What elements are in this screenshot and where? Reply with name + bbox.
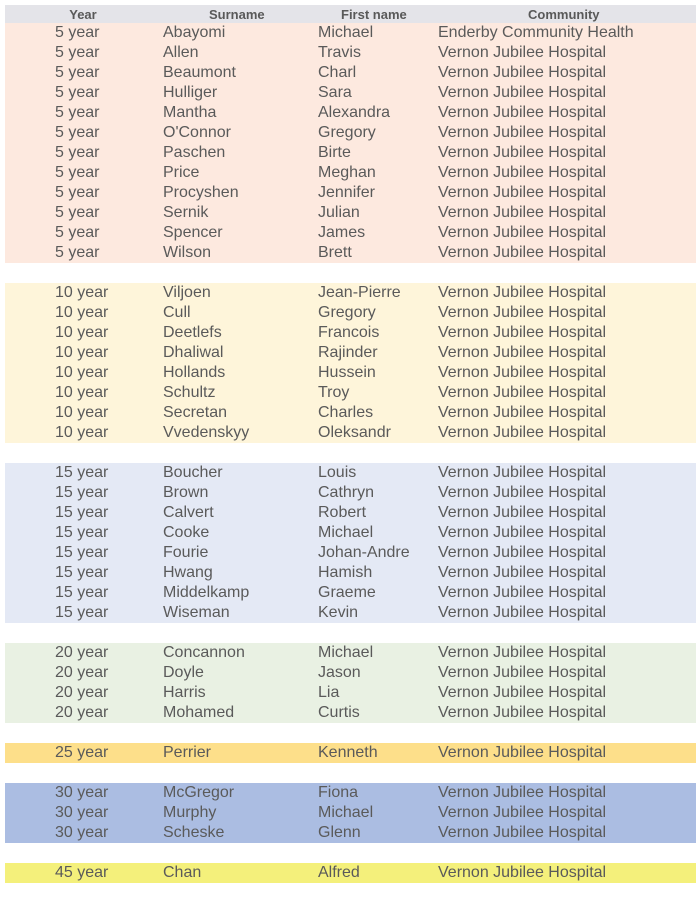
table-row bbox=[5, 243, 696, 263]
cell-community: Vernon Jubilee Hospital bbox=[438, 164, 607, 181]
table-row bbox=[5, 23, 696, 43]
cell-community: Vernon Jubilee Hospital bbox=[438, 184, 607, 201]
cell-first-name: Rajinder bbox=[318, 344, 378, 361]
table-row bbox=[5, 63, 696, 83]
cell-community: Vernon Jubilee Hospital bbox=[438, 344, 607, 361]
table-row bbox=[5, 823, 696, 843]
cell-surname: Spencer bbox=[163, 224, 223, 241]
cell-surname: Doyle bbox=[163, 664, 204, 681]
table-row bbox=[5, 83, 696, 103]
cell-year: 5 year bbox=[55, 104, 100, 121]
cell-community: Vernon Jubilee Hospital bbox=[438, 124, 607, 141]
cell-first-name: Curtis bbox=[318, 704, 360, 721]
award-group bbox=[5, 863, 696, 883]
cell-community: Vernon Jubilee Hospital bbox=[438, 324, 607, 341]
group-spacer bbox=[5, 263, 696, 283]
cell-year: 15 year bbox=[55, 544, 109, 561]
cell-year: 5 year bbox=[55, 24, 100, 41]
cell-community: Vernon Jubilee Hospital bbox=[438, 104, 607, 121]
cell-first-name: Travis bbox=[318, 44, 361, 61]
table-row bbox=[5, 403, 696, 423]
table-row bbox=[5, 343, 696, 363]
cell-year: 15 year bbox=[55, 504, 109, 521]
cell-first-name: Lia bbox=[318, 684, 340, 701]
cell-surname: Hwang bbox=[163, 564, 213, 581]
cell-community: Vernon Jubilee Hospital bbox=[438, 584, 607, 601]
table-row bbox=[5, 163, 696, 183]
cell-year: 10 year bbox=[55, 424, 109, 441]
cell-first-name: Francois bbox=[318, 324, 380, 341]
cell-first-name: Alexandra bbox=[318, 104, 391, 121]
cell-surname: Harris bbox=[163, 684, 206, 701]
cell-first-name: Oleksandr bbox=[318, 424, 391, 441]
cell-community: Vernon Jubilee Hospital bbox=[438, 404, 607, 421]
cell-first-name: Jennifer bbox=[318, 184, 375, 201]
table-row bbox=[5, 543, 696, 563]
cell-first-name: Hussein bbox=[318, 364, 376, 381]
cell-community: Vernon Jubilee Hospital bbox=[438, 524, 607, 541]
cell-first-name: Troy bbox=[318, 384, 350, 401]
group-spacer bbox=[5, 763, 696, 783]
cell-community: Vernon Jubilee Hospital bbox=[438, 664, 607, 681]
cell-community: Vernon Jubilee Hospital bbox=[438, 44, 607, 61]
cell-first-name: Graeme bbox=[318, 584, 376, 601]
cell-surname: Brown bbox=[163, 484, 209, 501]
cell-year: 15 year bbox=[55, 464, 109, 481]
cell-community: Vernon Jubilee Hospital bbox=[438, 864, 607, 881]
cell-surname: Mantha bbox=[163, 104, 217, 121]
cell-surname: Price bbox=[163, 164, 200, 181]
cell-first-name: Louis bbox=[318, 464, 357, 481]
cell-first-name: Gregory bbox=[318, 304, 376, 321]
cell-first-name: Michael bbox=[318, 644, 374, 661]
cell-year: 15 year bbox=[55, 604, 109, 621]
cell-surname: Paschen bbox=[163, 144, 226, 161]
table-body bbox=[5, 23, 696, 883]
cell-community: Vernon Jubilee Hospital bbox=[438, 144, 607, 161]
cell-year: 5 year bbox=[55, 204, 100, 221]
cell-year: 5 year bbox=[55, 144, 100, 161]
table-row bbox=[5, 563, 696, 583]
cell-year: 30 year bbox=[55, 824, 109, 841]
cell-surname: Calvert bbox=[163, 504, 214, 521]
cell-year: 20 year bbox=[55, 644, 109, 661]
cell-year: 5 year bbox=[55, 184, 100, 201]
cell-community: Vernon Jubilee Hospital bbox=[438, 424, 607, 441]
cell-year: 5 year bbox=[55, 64, 100, 81]
cell-surname: Schultz bbox=[163, 384, 216, 401]
table-row bbox=[5, 103, 696, 123]
cell-surname: McGregor bbox=[163, 784, 235, 801]
table-row bbox=[5, 503, 696, 523]
cell-surname: Viljoen bbox=[163, 284, 211, 301]
cell-first-name: Sara bbox=[318, 84, 352, 101]
table-row bbox=[5, 423, 696, 443]
cell-community: Vernon Jubilee Hospital bbox=[438, 564, 607, 581]
cell-community: Vernon Jubilee Hospital bbox=[438, 284, 607, 301]
cell-year: 20 year bbox=[55, 684, 109, 701]
table-row bbox=[5, 463, 696, 483]
cell-first-name: Birte bbox=[318, 144, 351, 161]
cell-surname: Boucher bbox=[163, 464, 223, 481]
cell-year: 10 year bbox=[55, 324, 109, 341]
table-row bbox=[5, 223, 696, 243]
table-row bbox=[5, 383, 696, 403]
table-header bbox=[5, 5, 696, 23]
cell-surname: Murphy bbox=[163, 804, 217, 821]
cell-community: Vernon Jubilee Hospital bbox=[438, 84, 607, 101]
cell-community: Vernon Jubilee Hospital bbox=[438, 204, 607, 221]
table-row bbox=[5, 783, 696, 803]
cell-year: 15 year bbox=[55, 564, 109, 581]
cell-first-name: Johan-Andre bbox=[318, 544, 410, 561]
cell-first-name: Meghan bbox=[318, 164, 376, 181]
cell-year: 5 year bbox=[55, 224, 100, 241]
cell-community: Vernon Jubilee Hospital bbox=[438, 684, 607, 701]
cell-first-name: Julian bbox=[318, 204, 360, 221]
group-spacer bbox=[5, 843, 696, 863]
table-row bbox=[5, 603, 696, 623]
cell-first-name: Kenneth bbox=[318, 744, 378, 761]
cell-first-name: Jason bbox=[318, 664, 361, 681]
cell-community: Vernon Jubilee Hospital bbox=[438, 504, 607, 521]
award-group bbox=[5, 643, 696, 723]
cell-community: Vernon Jubilee Hospital bbox=[438, 464, 607, 481]
cell-community: Vernon Jubilee Hospital bbox=[438, 304, 607, 321]
cell-first-name: Jean-Pierre bbox=[318, 284, 401, 301]
group-spacer bbox=[5, 623, 696, 643]
cell-year: 30 year bbox=[55, 804, 109, 821]
table-row bbox=[5, 363, 696, 383]
cell-surname: O'Connor bbox=[163, 124, 231, 141]
cell-surname: Scheske bbox=[163, 824, 225, 841]
cell-first-name: Cathryn bbox=[318, 484, 375, 501]
cell-year: 30 year bbox=[55, 784, 109, 801]
cell-year: 15 year bbox=[55, 584, 109, 601]
table-row bbox=[5, 703, 696, 723]
cell-first-name: Glenn bbox=[318, 824, 361, 841]
cell-first-name: Alfred bbox=[318, 864, 360, 881]
cell-surname: Procyshen bbox=[163, 184, 239, 201]
cell-first-name: Charl bbox=[318, 64, 357, 81]
cell-first-name: Fiona bbox=[318, 784, 359, 801]
cell-surname: Concannon bbox=[163, 644, 245, 661]
cell-first-name: Charles bbox=[318, 404, 374, 421]
cell-surname: Abayomi bbox=[163, 24, 226, 41]
cell-year: 10 year bbox=[55, 284, 109, 301]
cell-first-name: Gregory bbox=[318, 124, 376, 141]
cell-community: Vernon Jubilee Hospital bbox=[438, 244, 607, 261]
cell-surname: Middelkamp bbox=[163, 584, 250, 601]
table-row bbox=[5, 183, 696, 203]
cell-community: Vernon Jubilee Hospital bbox=[438, 644, 607, 661]
table-row bbox=[5, 123, 696, 143]
cell-year: 10 year bbox=[55, 404, 109, 421]
table-row bbox=[5, 863, 696, 883]
cell-year: 15 year bbox=[55, 524, 109, 541]
header-surname: Surname bbox=[209, 7, 265, 22]
service-awards-table bbox=[5, 5, 696, 883]
cell-first-name: Michael bbox=[318, 804, 374, 821]
cell-year: 10 year bbox=[55, 384, 109, 401]
cell-community: Vernon Jubilee Hospital bbox=[438, 704, 607, 721]
table-row bbox=[5, 323, 696, 343]
header-year: Year bbox=[69, 7, 97, 22]
table-row bbox=[5, 743, 696, 763]
cell-community: Vernon Jubilee Hospital bbox=[438, 784, 607, 801]
cell-surname: Mohamed bbox=[163, 704, 235, 721]
cell-community: Vernon Jubilee Hospital bbox=[438, 484, 607, 501]
cell-surname: Chan bbox=[163, 864, 202, 881]
table-row bbox=[5, 483, 696, 503]
cell-year: 5 year bbox=[55, 124, 100, 141]
cell-year: 10 year bbox=[55, 344, 109, 361]
table-row bbox=[5, 663, 696, 683]
table-row bbox=[5, 303, 696, 323]
cell-community: Vernon Jubilee Hospital bbox=[438, 744, 607, 761]
cell-year: 20 year bbox=[55, 664, 109, 681]
cell-surname: Cooke bbox=[163, 524, 210, 541]
cell-year: 5 year bbox=[55, 44, 100, 61]
cell-year: 15 year bbox=[55, 484, 109, 501]
cell-first-name: Hamish bbox=[318, 564, 373, 581]
cell-surname: Cull bbox=[163, 304, 191, 321]
award-group bbox=[5, 463, 696, 623]
cell-surname: Deetlefs bbox=[163, 324, 222, 341]
cell-surname: Vvedenskyy bbox=[163, 424, 250, 441]
group-spacer bbox=[5, 443, 696, 463]
award-group bbox=[5, 783, 696, 843]
award-group bbox=[5, 283, 696, 443]
cell-surname: Allen bbox=[163, 44, 199, 61]
header-community: Community bbox=[528, 7, 600, 22]
table-row bbox=[5, 143, 696, 163]
cell-year: 10 year bbox=[55, 364, 109, 381]
cell-surname: Fourie bbox=[163, 544, 209, 561]
table-row bbox=[5, 643, 696, 663]
cell-community: Vernon Jubilee Hospital bbox=[438, 804, 607, 821]
cell-first-name: Robert bbox=[318, 504, 367, 521]
cell-year: 10 year bbox=[55, 304, 109, 321]
table-row bbox=[5, 43, 696, 63]
table-row bbox=[5, 583, 696, 603]
cell-community: Vernon Jubilee Hospital bbox=[438, 64, 607, 81]
cell-surname: Wiseman bbox=[163, 604, 230, 621]
cell-year: 5 year bbox=[55, 84, 100, 101]
cell-year: 20 year bbox=[55, 704, 109, 721]
cell-year: 45 year bbox=[55, 864, 109, 881]
cell-surname: Wilson bbox=[163, 244, 212, 261]
header-first-name: First name bbox=[341, 7, 407, 22]
cell-surname: Dhaliwal bbox=[163, 344, 224, 361]
cell-surname: Hulliger bbox=[163, 84, 218, 101]
cell-surname: Secretan bbox=[163, 404, 228, 421]
cell-community: Vernon Jubilee Hospital bbox=[438, 604, 607, 621]
cell-year: 5 year bbox=[55, 164, 100, 181]
table-row bbox=[5, 283, 696, 303]
table-row bbox=[5, 203, 696, 223]
award-group bbox=[5, 743, 696, 763]
cell-surname: Beaumont bbox=[163, 64, 236, 81]
cell-year: 25 year bbox=[55, 744, 109, 761]
table-row bbox=[5, 523, 696, 543]
cell-surname: Hollands bbox=[163, 364, 226, 381]
cell-first-name: Michael bbox=[318, 524, 374, 541]
group-spacer bbox=[5, 723, 696, 743]
cell-surname: Sernik bbox=[163, 204, 209, 221]
cell-community: Enderby Community Health bbox=[438, 24, 634, 41]
cell-first-name: Kevin bbox=[318, 604, 359, 621]
cell-first-name: Brett bbox=[318, 244, 352, 261]
cell-year: 5 year bbox=[55, 244, 100, 261]
table-row bbox=[5, 803, 696, 823]
table-row bbox=[5, 683, 696, 703]
cell-community: Vernon Jubilee Hospital bbox=[438, 364, 607, 381]
cell-community: Vernon Jubilee Hospital bbox=[438, 224, 607, 241]
cell-community: Vernon Jubilee Hospital bbox=[438, 824, 607, 841]
cell-community: Vernon Jubilee Hospital bbox=[438, 544, 607, 561]
cell-community: Vernon Jubilee Hospital bbox=[438, 384, 607, 401]
award-group bbox=[5, 23, 696, 263]
cell-surname: Perrier bbox=[163, 744, 212, 761]
cell-first-name: James bbox=[318, 224, 366, 241]
cell-first-name: Michael bbox=[318, 24, 374, 41]
